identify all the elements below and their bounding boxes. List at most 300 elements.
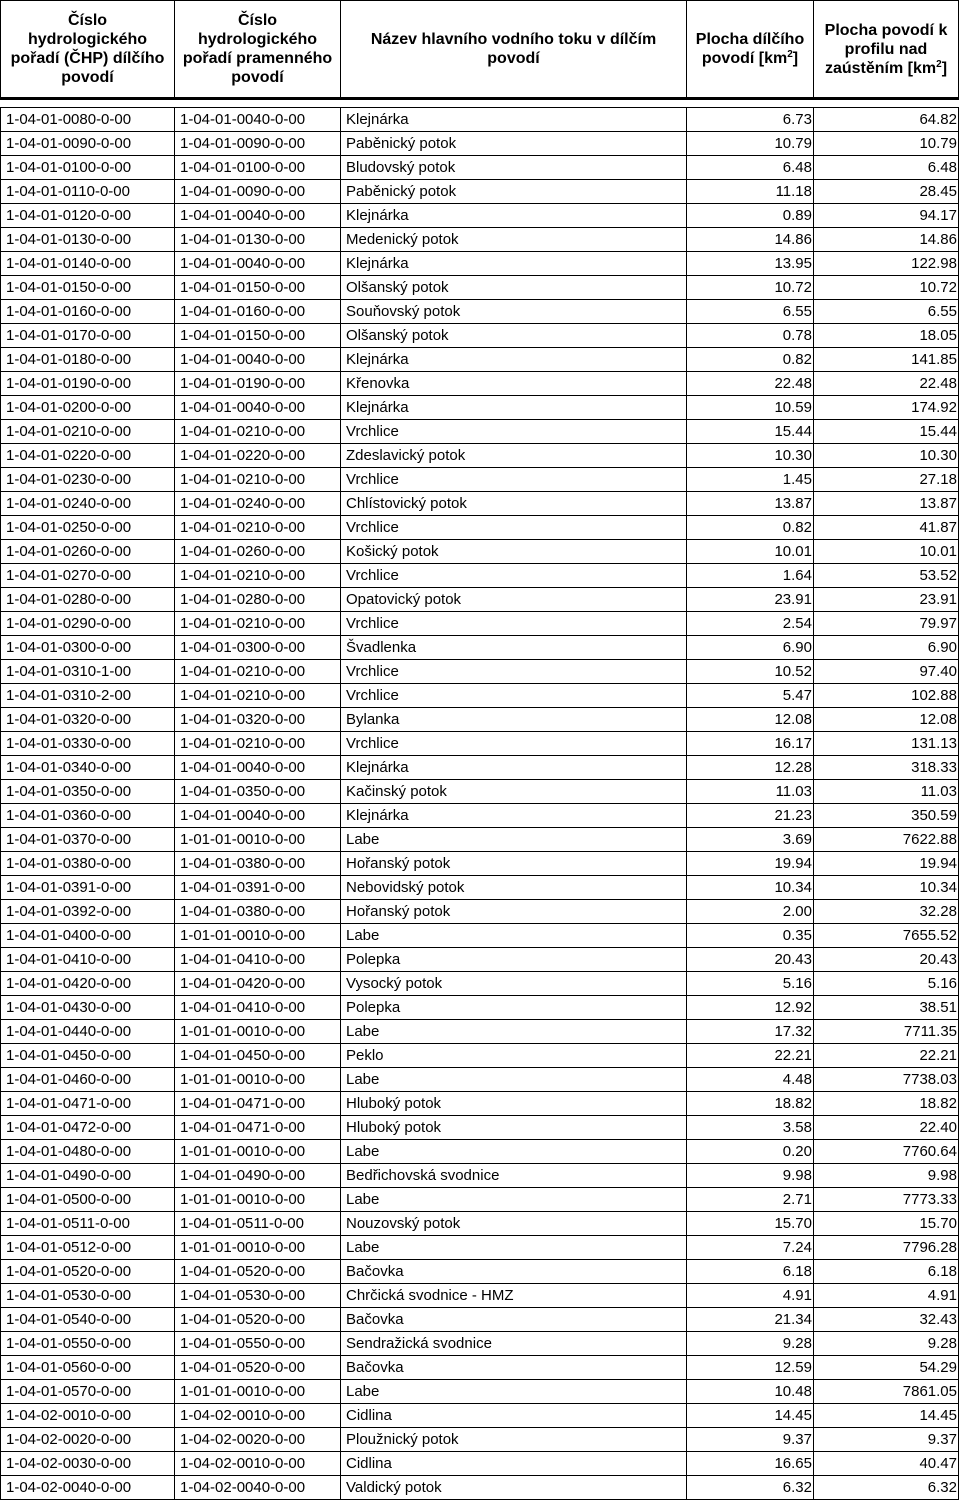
chp-subbasin-cell: 1-04-01-0080-0-00 [1,108,175,132]
table-body [1,99,959,1500]
table-row [1,324,959,348]
table-row [1,516,959,540]
chp-subbasin-cell: 1-04-01-0380-0-00 [1,852,175,876]
total-area-cell: 7773.33 [814,1188,959,1212]
subbasin-area-cell: 0.20 [687,1140,814,1164]
table-row [1,948,959,972]
chp-subbasin-cell: 1-04-01-0150-0-00 [1,276,175,300]
river-name-cell: Klejnárka [341,108,687,132]
chp-source-cell: 1-04-01-0090-0-00 [175,132,341,156]
chp-subbasin-cell: 1-04-01-0360-0-00 [1,804,175,828]
table-row [1,492,959,516]
chp-source-cell: 1-04-01-0260-0-00 [175,540,341,564]
table-row [1,1452,959,1476]
chp-source-cell: 1-04-01-0530-0-00 [175,1284,341,1308]
subbasin-area-cell: 3.58 [687,1116,814,1140]
river-name-cell: Paběnický potok [341,180,687,204]
chp-source-cell: 1-01-01-0010-0-00 [175,828,341,852]
total-area-cell: 15.44 [814,420,959,444]
table-row [1,1428,959,1452]
chp-source-cell: 1-01-01-0010-0-00 [175,924,341,948]
subbasin-area-cell: 11.03 [687,780,814,804]
total-area-cell: 10.34 [814,876,959,900]
total-area-cell: 350.59 [814,804,959,828]
subbasin-area-cell: 21.23 [687,804,814,828]
total-area-cell: 13.87 [814,492,959,516]
table-row [1,708,959,732]
total-area-cell: 23.91 [814,588,959,612]
total-area-cell: 9.37 [814,1428,959,1452]
total-area-cell: 7738.03 [814,1068,959,1092]
total-area-cell: 7622.88 [814,828,959,852]
river-name-cell: Bludovský potok [341,156,687,180]
subbasin-area-cell: 22.48 [687,372,814,396]
river-name-cell: Polepka [341,948,687,972]
chp-source-cell: 1-04-02-0010-0-00 [175,1452,341,1476]
chp-subbasin-cell: 1-04-02-0020-0-00 [1,1428,175,1452]
total-area-cell: 20.43 [814,948,959,972]
subbasin-area-cell: 6.73 [687,108,814,132]
table-row [1,1380,959,1404]
table-row [1,924,959,948]
river-name-cell: Klejnárka [341,804,687,828]
table-row [1,972,959,996]
river-name-cell: Souňovský potok [341,300,687,324]
total-area-cell: 10.01 [814,540,959,564]
subbasin-area-cell: 10.34 [687,876,814,900]
total-area-cell: 53.52 [814,564,959,588]
subbasin-area-cell: 2.71 [687,1188,814,1212]
chp-subbasin-cell: 1-04-01-0480-0-00 [1,1140,175,1164]
total-area-cell: 28.45 [814,180,959,204]
chp-source-cell: 1-04-01-0320-0-00 [175,708,341,732]
chp-subbasin-cell: 1-04-01-0170-0-00 [1,324,175,348]
table-row [1,1284,959,1308]
subbasin-area-cell: 6.90 [687,636,814,660]
river-name-cell: Labe [341,1020,687,1044]
total-area-cell: 122.98 [814,252,959,276]
subbasin-area-cell: 6.48 [687,156,814,180]
river-name-cell: Labe [341,1068,687,1092]
table-row [1,684,959,708]
subbasin-area-cell: 12.28 [687,756,814,780]
chp-subbasin-cell: 1-04-01-0290-0-00 [1,612,175,636]
chp-subbasin-cell: 1-04-01-0240-0-00 [1,492,175,516]
river-name-cell: Ploužnický potok [341,1428,687,1452]
subbasin-area-cell: 14.86 [687,228,814,252]
chp-subbasin-cell: 1-04-01-0270-0-00 [1,564,175,588]
subbasin-area-cell: 10.59 [687,396,814,420]
subbasin-area-cell: 9.28 [687,1332,814,1356]
table-row [1,228,959,252]
subbasin-area-cell: 5.16 [687,972,814,996]
total-area-cell: 41.87 [814,516,959,540]
chp-subbasin-cell: 1-04-01-0472-0-00 [1,1116,175,1140]
table-row [1,204,959,228]
river-name-cell: Hořanský potok [341,852,687,876]
total-area-cell: 22.21 [814,1044,959,1068]
subbasin-area-cell: 6.55 [687,300,814,324]
total-area-cell: 4.91 [814,1284,959,1308]
river-name-cell: Klejnárka [341,348,687,372]
table-row [1,420,959,444]
river-name-cell: Nouzovský potok [341,1212,687,1236]
chp-subbasin-cell: 1-04-01-0500-0-00 [1,1188,175,1212]
river-name-cell: Hluboký potok [341,1092,687,1116]
river-name-cell: Košický potok [341,540,687,564]
river-name-cell: Zdeslavický potok [341,444,687,468]
table-row [1,1332,959,1356]
subbasin-area-cell: 9.98 [687,1164,814,1188]
table-row [1,132,959,156]
river-name-cell: Vrchlice [341,660,687,684]
chp-source-cell: 1-04-01-0490-0-00 [175,1164,341,1188]
subbasin-area-cell: 11.18 [687,180,814,204]
chp-source-cell: 1-01-01-0010-0-00 [175,1188,341,1212]
table-row [1,804,959,828]
total-area-cell: 7655.52 [814,924,959,948]
river-name-cell: Paběnický potok [341,132,687,156]
chp-source-cell: 1-04-01-0040-0-00 [175,252,341,276]
total-area-cell: 10.30 [814,444,959,468]
total-area-cell: 5.16 [814,972,959,996]
chp-subbasin-cell: 1-04-01-0550-0-00 [1,1332,175,1356]
table-row [1,1404,959,1428]
chp-subbasin-cell: 1-04-01-0540-0-00 [1,1308,175,1332]
river-name-cell: Bačovka [341,1356,687,1380]
header-chp-source: Číslo hydrologického pořadí pramenného povodí [175,1,341,99]
river-name-cell: Medenický potok [341,228,687,252]
total-area-cell: 141.85 [814,348,959,372]
table-row [1,1020,959,1044]
chp-source-cell: 1-04-01-0380-0-00 [175,852,341,876]
table-row [1,1068,959,1092]
chp-source-cell: 1-04-01-0280-0-00 [175,588,341,612]
total-area-cell: 64.82 [814,108,959,132]
chp-subbasin-cell: 1-04-01-0460-0-00 [1,1068,175,1092]
total-area-cell: 131.13 [814,732,959,756]
subbasin-area-cell: 0.35 [687,924,814,948]
chp-source-cell: 1-04-01-0471-0-00 [175,1092,341,1116]
chp-subbasin-cell: 1-04-01-0260-0-00 [1,540,175,564]
chp-source-cell: 1-04-01-0210-0-00 [175,612,341,636]
chp-subbasin-cell: 1-04-01-0190-0-00 [1,372,175,396]
subbasin-area-cell: 10.01 [687,540,814,564]
table-row [1,276,959,300]
chp-source-cell: 1-04-01-0471-0-00 [175,1116,341,1140]
table-row [1,1044,959,1068]
total-area-cell: 32.43 [814,1308,959,1332]
river-name-cell: Bylanka [341,708,687,732]
table-row [1,1476,959,1500]
chp-source-cell: 1-04-01-0040-0-00 [175,804,341,828]
river-name-cell: Chlístovický potok [341,492,687,516]
chp-subbasin-cell: 1-04-01-0210-0-00 [1,420,175,444]
subbasin-area-cell: 7.24 [687,1236,814,1260]
table-row [1,828,959,852]
total-area-cell: 7711.35 [814,1020,959,1044]
chp-subbasin-cell: 1-04-01-0230-0-00 [1,468,175,492]
chp-subbasin-cell: 1-04-01-0511-0-00 [1,1212,175,1236]
subbasin-area-cell: 17.32 [687,1020,814,1044]
river-name-cell: Labe [341,1236,687,1260]
table-row [1,900,959,924]
chp-subbasin-cell: 1-04-01-0120-0-00 [1,204,175,228]
chp-source-cell: 1-04-01-0380-0-00 [175,900,341,924]
river-name-cell: Olšanský potok [341,324,687,348]
subbasin-area-cell: 14.45 [687,1404,814,1428]
chp-source-cell: 1-04-01-0300-0-00 [175,636,341,660]
chp-subbasin-cell: 1-04-01-0440-0-00 [1,1020,175,1044]
total-area-cell: 7861.05 [814,1380,959,1404]
subbasin-area-cell: 16.17 [687,732,814,756]
subbasin-area-cell: 12.08 [687,708,814,732]
chp-source-cell: 1-01-01-0010-0-00 [175,1380,341,1404]
river-name-cell: Švadlenka [341,636,687,660]
total-area-cell: 27.18 [814,468,959,492]
table-row [1,300,959,324]
subbasin-area-cell: 23.91 [687,588,814,612]
total-area-cell: 7760.64 [814,1140,959,1164]
total-area-cell: 97.40 [814,660,959,684]
river-name-cell: Peklo [341,1044,687,1068]
subbasin-area-cell: 15.70 [687,1212,814,1236]
total-area-cell: 94.17 [814,204,959,228]
header-chp-subbasin: Číslo hydrologického pořadí (ČHP) dílčího povodí [1,1,175,99]
table-row [1,180,959,204]
subbasin-area-cell: 2.54 [687,612,814,636]
table-row [1,732,959,756]
river-name-cell: Klejnárka [341,252,687,276]
table-row [1,852,959,876]
river-name-cell: Cidlina [341,1404,687,1428]
total-area-cell: 11.03 [814,780,959,804]
total-area-cell: 6.32 [814,1476,959,1500]
table-row [1,636,959,660]
header-total-area: Plocha povodí k profilu nad zaústěním $[km^2]$ [814,1,959,99]
total-area-cell: 32.28 [814,900,959,924]
chp-subbasin-cell: 1-04-01-0400-0-00 [1,924,175,948]
river-name-cell: Polepka [341,996,687,1020]
chp-source-cell: 1-04-01-0520-0-00 [175,1356,341,1380]
chp-subbasin-cell: 1-04-01-0310-1-00 [1,660,175,684]
total-area-cell: 38.51 [814,996,959,1020]
chp-subbasin-cell: 1-04-01-0250-0-00 [1,516,175,540]
chp-source-cell: 1-01-01-0010-0-00 [175,1236,341,1260]
chp-subbasin-cell: 1-04-01-0450-0-00 [1,1044,175,1068]
total-area-cell: 14.45 [814,1404,959,1428]
table-row [1,444,959,468]
table-row [1,108,959,132]
river-name-cell: Hořanský potok [341,900,687,924]
subbasin-area-cell: 16.65 [687,1452,814,1476]
subbasin-area-cell: 22.21 [687,1044,814,1068]
river-name-cell: Vysocký potok [341,972,687,996]
subbasin-area-cell: 3.69 [687,828,814,852]
table-row [1,1236,959,1260]
chp-source-cell: 1-04-01-0220-0-00 [175,444,341,468]
river-name-cell: Křenovka [341,372,687,396]
subbasin-area-cell: 10.72 [687,276,814,300]
total-area-cell: 6.48 [814,156,959,180]
chp-source-cell: 1-04-01-0210-0-00 [175,516,341,540]
subbasin-area-cell: 13.87 [687,492,814,516]
total-area-cell: 22.40 [814,1116,959,1140]
total-area-cell: 6.18 [814,1260,959,1284]
subbasin-area-cell: 13.95 [687,252,814,276]
chp-source-cell: 1-04-01-0100-0-00 [175,156,341,180]
total-area-cell: 318.33 [814,756,959,780]
chp-source-cell: 1-04-01-0550-0-00 [175,1332,341,1356]
river-name-cell: Sendražická svodnice [341,1332,687,1356]
chp-source-cell: 1-01-01-0010-0-00 [175,1140,341,1164]
table-row [1,996,959,1020]
chp-source-cell: 1-04-01-0210-0-00 [175,660,341,684]
chp-source-cell: 1-04-01-0210-0-00 [175,468,341,492]
chp-source-cell: 1-04-02-0040-0-00 [175,1476,341,1500]
river-name-cell: Valdický potok [341,1476,687,1500]
total-area-cell: 102.88 [814,684,959,708]
chp-source-cell: 1-04-01-0391-0-00 [175,876,341,900]
table-row [1,1260,959,1284]
table-row [1,1356,959,1380]
subbasin-area-cell: 0.82 [687,348,814,372]
chp-source-cell: 1-04-01-0210-0-00 [175,732,341,756]
chp-subbasin-cell: 1-04-01-0512-0-00 [1,1236,175,1260]
chp-subbasin-cell: 1-04-01-0520-0-00 [1,1260,175,1284]
river-name-cell: Hluboký potok [341,1116,687,1140]
chp-source-cell: 1-04-01-0090-0-00 [175,180,341,204]
subbasin-area-cell: 4.91 [687,1284,814,1308]
table-row [1,156,959,180]
chp-subbasin-cell: 1-04-01-0110-0-00 [1,180,175,204]
table-row [1,372,959,396]
chp-subbasin-cell: 1-04-01-0220-0-00 [1,444,175,468]
chp-subbasin-cell: 1-04-01-0200-0-00 [1,396,175,420]
subbasin-area-cell: 6.18 [687,1260,814,1284]
chp-source-cell: 1-04-01-0150-0-00 [175,324,341,348]
table-row [1,660,959,684]
chp-subbasin-cell: 1-04-01-0530-0-00 [1,1284,175,1308]
river-name-cell: Olšanský potok [341,276,687,300]
chp-subbasin-cell: 1-04-01-0100-0-00 [1,156,175,180]
river-name-cell: Labe [341,828,687,852]
chp-source-cell: 1-04-01-0410-0-00 [175,996,341,1020]
chp-subbasin-cell: 1-04-01-0391-0-00 [1,876,175,900]
chp-source-cell: 1-01-01-0010-0-00 [175,1068,341,1092]
river-name-cell: Vrchlice [341,420,687,444]
table-row [1,780,959,804]
chp-subbasin-cell: 1-04-01-0160-0-00 [1,300,175,324]
chp-source-cell: 1-04-01-0210-0-00 [175,564,341,588]
table-row [1,1116,959,1140]
chp-subbasin-cell: 1-04-01-0560-0-00 [1,1356,175,1380]
table-row [1,1092,959,1116]
total-area-cell: 40.47 [814,1452,959,1476]
total-area-cell: 6.55 [814,300,959,324]
table-row [1,468,959,492]
chp-subbasin-cell: 1-04-01-0310-2-00 [1,684,175,708]
subbasin-area-cell: 6.32 [687,1476,814,1500]
chp-source-cell: 1-04-01-0130-0-00 [175,228,341,252]
subbasin-area-cell: 12.59 [687,1356,814,1380]
table-row [1,876,959,900]
chp-source-cell: 1-04-01-0420-0-00 [175,972,341,996]
chp-subbasin-cell: 1-04-01-0140-0-00 [1,252,175,276]
subbasin-area-cell: 12.92 [687,996,814,1020]
chp-source-cell: 1-04-01-0160-0-00 [175,300,341,324]
river-name-cell: Klejnárka [341,204,687,228]
chp-source-cell: 1-04-01-0040-0-00 [175,204,341,228]
chp-subbasin-cell: 1-04-01-0330-0-00 [1,732,175,756]
chp-subbasin-cell: 1-04-01-0471-0-00 [1,1092,175,1116]
total-area-cell: 18.05 [814,324,959,348]
subbasin-area-cell: 0.82 [687,516,814,540]
subbasin-area-cell: 10.30 [687,444,814,468]
chp-subbasin-cell: 1-04-01-0350-0-00 [1,780,175,804]
chp-source-cell: 1-04-01-0040-0-00 [175,756,341,780]
river-name-cell: Bedřichovská svodnice [341,1164,687,1188]
chp-subbasin-cell: 1-04-01-0130-0-00 [1,228,175,252]
chp-source-cell: 1-04-01-0350-0-00 [175,780,341,804]
chp-source-cell: 1-04-01-0410-0-00 [175,948,341,972]
subbasin-area-cell: 10.52 [687,660,814,684]
chp-subbasin-cell: 1-04-01-0420-0-00 [1,972,175,996]
river-name-cell: Klejnárka [341,756,687,780]
river-name-cell: Vrchlice [341,564,687,588]
chp-subbasin-cell: 1-04-01-0340-0-00 [1,756,175,780]
table-row [1,348,959,372]
total-area-cell: 174.92 [814,396,959,420]
chp-source-cell: 1-04-01-0040-0-00 [175,348,341,372]
river-name-cell: Bačovka [341,1308,687,1332]
header-river-name: Název hlavního vodního toku v dílčím povodí [341,1,687,99]
river-name-cell: Vrchlice [341,612,687,636]
total-area-cell: 14.86 [814,228,959,252]
subbasin-area-cell: 18.82 [687,1092,814,1116]
river-name-cell: Klejnárka [341,396,687,420]
chp-source-cell: 1-04-01-0450-0-00 [175,1044,341,1068]
subbasin-area-cell: 2.00 [687,900,814,924]
total-area-cell: 54.29 [814,1356,959,1380]
river-name-cell: Vrchlice [341,516,687,540]
river-name-cell: Opatovický potok [341,588,687,612]
river-name-cell: Labe [341,924,687,948]
river-name-cell: Vrchlice [341,684,687,708]
header-row [1,1,959,99]
total-area-cell: 15.70 [814,1212,959,1236]
chp-source-cell: 1-04-01-0210-0-00 [175,684,341,708]
total-area-cell: 10.72 [814,276,959,300]
river-name-cell: Labe [341,1188,687,1212]
subbasin-area-cell: 10.48 [687,1380,814,1404]
chp-subbasin-cell: 1-04-01-0430-0-00 [1,996,175,1020]
total-area-cell: 12.08 [814,708,959,732]
chp-source-cell: 1-01-01-0010-0-00 [175,1020,341,1044]
table-row [1,756,959,780]
subbasin-area-cell: 9.37 [687,1428,814,1452]
subbasin-area-cell: 15.44 [687,420,814,444]
chp-subbasin-cell: 1-04-02-0010-0-00 [1,1404,175,1428]
total-area-cell: 10.79 [814,132,959,156]
subbasin-area-cell: 21.34 [687,1308,814,1332]
subbasin-area-cell: 0.78 [687,324,814,348]
table-row [1,1164,959,1188]
subbasin-area-cell: 0.89 [687,204,814,228]
total-area-cell: 9.98 [814,1164,959,1188]
total-area-cell: 9.28 [814,1332,959,1356]
river-name-cell: Chrčická svodnice - HMZ [341,1284,687,1308]
